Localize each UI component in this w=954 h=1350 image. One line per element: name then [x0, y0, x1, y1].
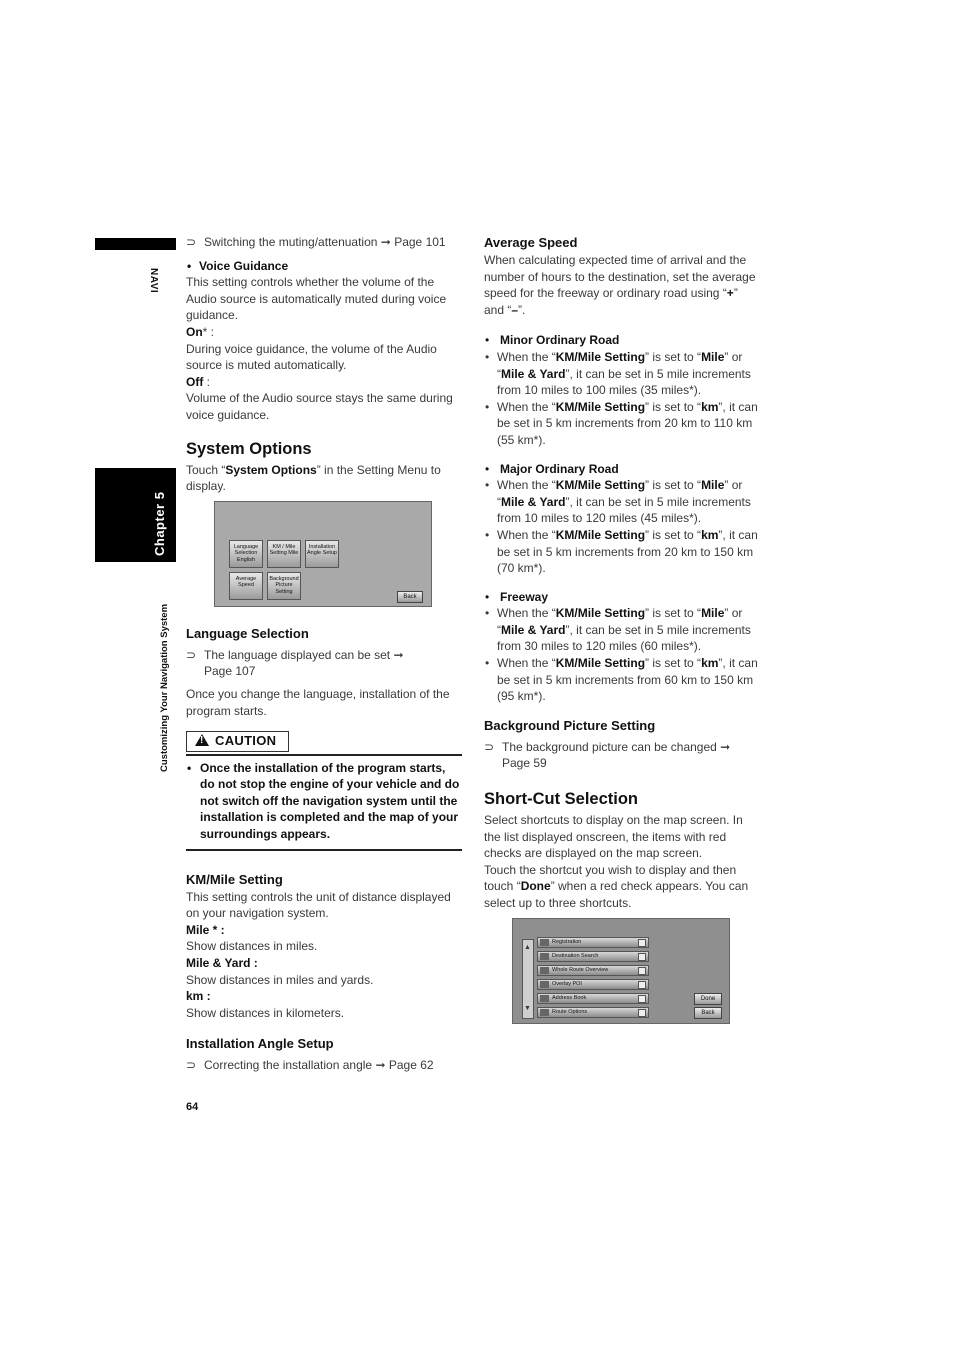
page-link[interactable]: Page 107	[204, 664, 256, 679]
page-link[interactable]: Page 62	[388, 1058, 434, 1073]
short-cut-desc-2: Touch the shortcut you wish to display and then touch “Done” when a red check appears. You can select up to three shortcuts.	[484, 862, 749, 910]
checkbox-icon[interactable]	[638, 967, 646, 975]
short-cut-screenshot	[512, 918, 730, 1024]
caution-text: • Once the installation of the program starts, do not stop the engine of your vehicle and do not switch off the navigation system until the installation is completed and the map of your surroundings appears.	[187, 760, 460, 842]
arrow-ref-icon: ⊃	[484, 739, 495, 754]
bullet-icon: •	[485, 589, 490, 604]
scroll-down-icon[interactable]: ▼	[524, 1005, 531, 1012]
short-cut-list-item[interactable]: Whole Route Overview	[537, 965, 649, 976]
road-section-title: • Freeway	[485, 589, 549, 604]
mile-option: Mile * :	[186, 922, 225, 937]
scrollbar[interactable]	[522, 939, 534, 1019]
off-option: Off :	[186, 374, 210, 389]
page-link[interactable]: Page 101	[394, 235, 446, 249]
checkbox-icon[interactable]	[638, 995, 646, 1003]
on-option: On* :	[186, 324, 215, 339]
short-cut-heading: Short-Cut Selection	[484, 790, 639, 809]
navi-section-label: NAVI	[148, 268, 159, 294]
off-desc: Volume of the Audio source stays the same during voice guidance.	[186, 391, 453, 422]
right-arrow-icon: ➞	[380, 235, 391, 249]
language-selection-heading: Language Selection	[186, 625, 309, 641]
arrow-ref-icon: ⊃	[186, 647, 197, 662]
left-column	[186, 232, 462, 1074]
background-reference: ⊃ The background picture can be changed ➞ Page 59	[484, 739, 731, 771]
tile-installation-angle[interactable]: Installation Angle Setup	[305, 540, 339, 568]
caution-label: ! CAUTION	[186, 731, 289, 752]
system-options-heading: System Options	[186, 439, 312, 458]
km-desc: Show distances in kilometers.	[186, 1005, 345, 1020]
road-section-title: • Major Ordinary Road	[485, 461, 619, 476]
page-link[interactable]: Page 59	[502, 756, 547, 771]
warning-icon: !	[195, 734, 209, 746]
background-picture-heading: Background Picture Setting	[484, 717, 656, 733]
system-options-screenshot	[214, 501, 432, 607]
done-button[interactable]: Done	[694, 993, 722, 1005]
average-speed-heading: Average Speed	[484, 235, 578, 250]
bullet-icon: •	[485, 461, 490, 476]
bullet-icon: •	[485, 478, 490, 493]
installation-angle-heading: Installation Angle Setup	[186, 1036, 334, 1052]
tile-background-picture[interactable]: Background Picture Setting	[267, 572, 301, 600]
chapter-label: Chapter 5	[152, 491, 167, 556]
bullet-icon: •	[485, 606, 490, 621]
average-speed-desc: When calculating expected time of arrival and the number of hours to the destination, set the average speed for the freeway or ordinary road using “+” and “–”.	[484, 253, 756, 317]
arrow-ref-icon: ⊃	[186, 235, 197, 249]
km-mile-heading: KM/Mile Setting	[186, 871, 283, 887]
bullet-icon: •	[187, 760, 192, 775]
mile-desc: Show distances in miles.	[186, 939, 318, 954]
short-cut-list-item[interactable]: Destination Search	[537, 951, 649, 962]
shortcut-icon	[540, 981, 549, 988]
road-section	[484, 332, 758, 448]
tile-language-selection[interactable]: Language Selection English	[229, 540, 263, 568]
mile-yard-option: Mile & Yard :	[186, 956, 258, 971]
right-column	[484, 232, 758, 1024]
angle-reference: ⊃ Correcting the installation angle ➞ Page 62	[186, 1058, 434, 1073]
navi-tab-bar	[95, 238, 176, 250]
right-arrow-icon: ➞	[720, 739, 731, 754]
tile-km-mile-setting[interactable]: KM / Mile Setting Mile	[267, 540, 301, 568]
road-km-rule: • When the “KM/Mile Setting” is set to “km”, it can be set in 5 km increments from 20 km to 110 km (55 km*).	[485, 399, 758, 447]
short-cut-list-item[interactable]: Registration	[537, 937, 649, 948]
road-mile-rule: • When the “KM/Mile Setting” is set to “Mile” or “Mile & Yard”, it can be set in 5 mile increments from 10 miles to 120 miles (45 miles*).	[485, 478, 751, 526]
bullet-icon: •	[485, 527, 490, 542]
road-km-rule: • When the “KM/Mile Setting” is set to “km”, it can be set in 5 km increments from 60 km to 150 km (95 km*).	[485, 656, 758, 704]
road-section-title: • Minor Ordinary Road	[485, 333, 620, 348]
bullet-icon: •	[485, 349, 490, 364]
short-cut-list-item[interactable]: Overlay POI	[537, 979, 649, 990]
system-options-desc: Touch “System Options” in the Setting Menu to display.	[186, 462, 441, 494]
page-number: 64	[186, 1101, 199, 1113]
bullet-icon: •	[485, 656, 490, 671]
shortcut-icon	[540, 1009, 549, 1016]
km-mile-desc: This setting controls the unit of distance displayed on your navigation system.	[186, 889, 451, 921]
screen-back-button[interactable]: Back	[397, 591, 423, 603]
on-desc: During voice guidance, the volume of the Audio source is muted automatically.	[186, 341, 437, 373]
km-option: km :	[186, 989, 211, 1004]
road-section	[484, 461, 758, 577]
shortcut-icon	[540, 953, 549, 960]
road-sections	[484, 332, 758, 704]
muting-reference: ⊃ Switching the muting/attenuation ➞ Page 101	[186, 235, 446, 249]
checkbox-icon[interactable]	[638, 1009, 646, 1017]
caution-top-rule	[186, 754, 462, 756]
voice-guidance-desc: This setting controls whether the volume of the Audio source is automatically muted during voice guidance.	[186, 275, 447, 323]
tile-average-speed[interactable]: Average Speed	[229, 572, 263, 600]
short-cut-list-item[interactable]: Route Options	[537, 1007, 649, 1018]
road-section	[484, 589, 758, 705]
road-mile-rule: • When the “KM/Mile Setting” is set to “Mile” or “Mile & Yard”, it can be set in 5 mile increments from 10 miles to 100 miles (35 miles*).	[485, 349, 751, 398]
checkbox-icon[interactable]	[638, 953, 646, 961]
vertical-chapter-title: Customizing Your Navigation System	[159, 603, 170, 772]
caution-bottom-rule	[186, 849, 462, 851]
scroll-up-icon[interactable]: ▲	[524, 943, 531, 951]
language-reference: ⊃ The language displayed can be set ➞ Page 107	[186, 647, 404, 679]
road-mile-rule: • When the “KM/Mile Setting” is set to “Mile” or “Mile & Yard”, it can be set in 5 mile increments from 30 miles to 120 miles (60 miles*).	[485, 606, 751, 654]
short-cut-desc-1: Select shortcuts to display on the map screen. In the list displayed onscreen, the items with red checks are displayed on the map screen.	[484, 813, 743, 861]
mile-yard-desc: Show distances in miles and yards.	[186, 972, 374, 987]
right-arrow-icon: ➞	[393, 647, 404, 662]
shortcut-icon	[540, 939, 549, 946]
back-button[interactable]: Back	[694, 1007, 722, 1019]
bullet-icon: •	[485, 399, 490, 414]
short-cut-list-item[interactable]: Address Book	[537, 993, 649, 1004]
checkbox-icon[interactable]	[638, 981, 646, 989]
shortcut-icon	[540, 995, 549, 1002]
voice-guidance-heading: • Voice Guidance	[187, 258, 289, 273]
language-desc: Once you change the language, installation of the program starts.	[186, 686, 450, 718]
arrow-ref-icon: ⊃	[186, 1058, 197, 1073]
bullet-icon: •	[187, 258, 192, 273]
bullet-icon: •	[485, 333, 490, 348]
right-arrow-icon: ➞	[375, 1058, 386, 1073]
road-km-rule: • When the “KM/Mile Setting” is set to “km”, it can be set in 5 km increments from 20 km to 150 km (70 km*).	[485, 527, 758, 576]
checkbox-icon[interactable]	[638, 939, 646, 947]
shortcut-icon	[540, 967, 549, 974]
